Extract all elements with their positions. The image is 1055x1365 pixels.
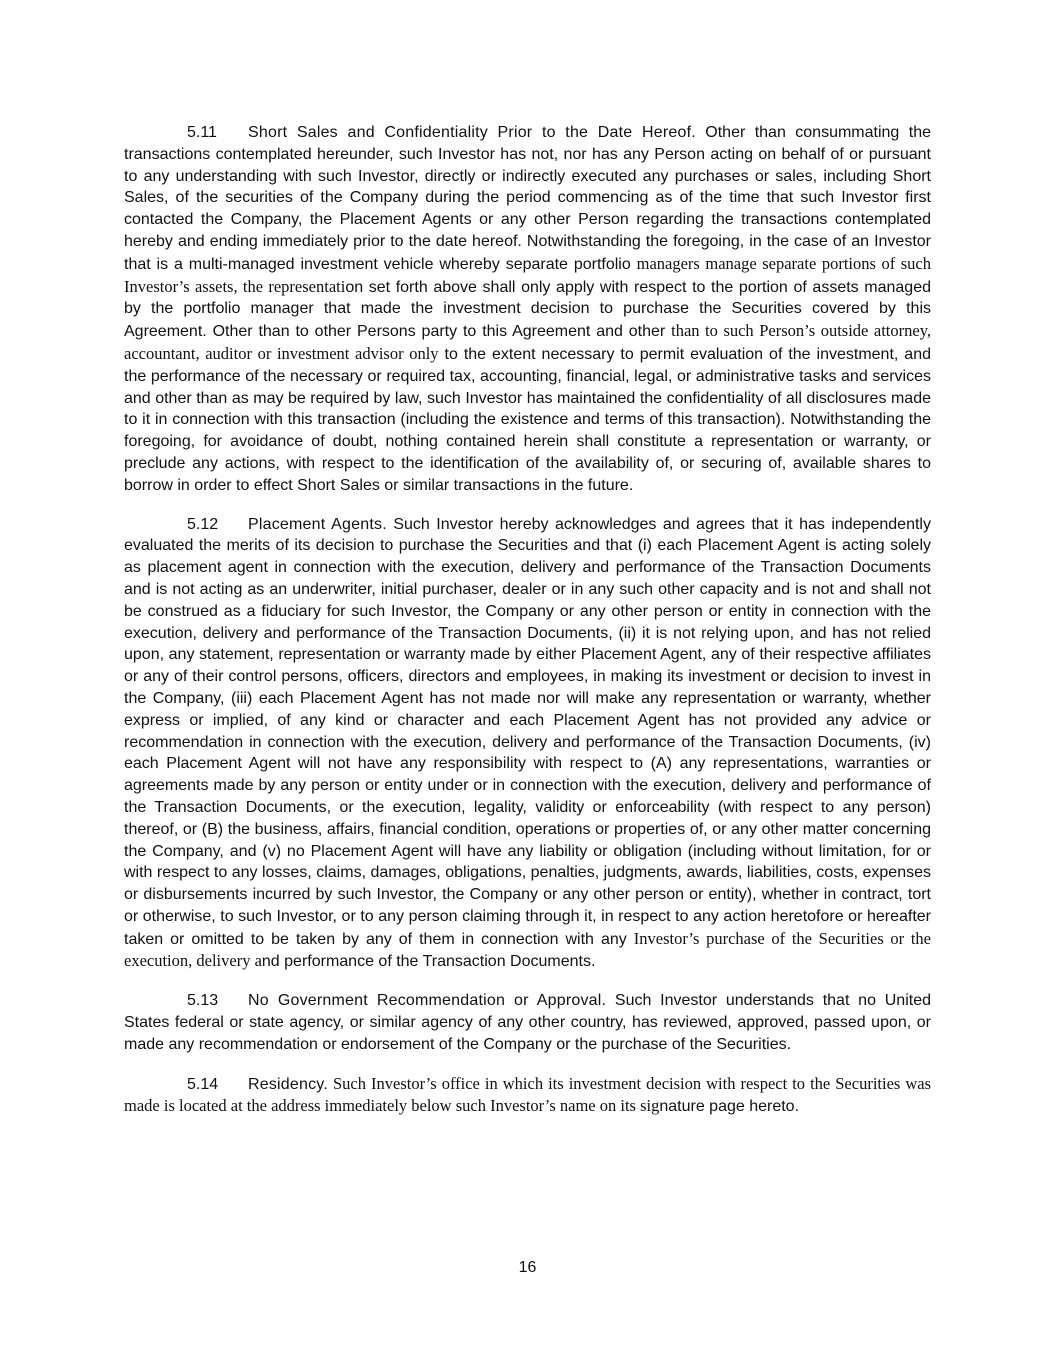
section-body: Such Investor understands that no United States federal or state agency, or similar agency of any other country, has reviewed, approved, passed upon, or made any recommendation or endorsement of the Company or the purchase of the Securities.: [124, 992, 931, 1053]
document-page: [124, 122, 931, 1135]
section-body-serif: than to such Person’s outside attorney, accountant, auditor or investment advisor only: [124, 321, 932, 363]
section-5-13: [124, 990, 931, 1055]
page-number: 16: [518, 1259, 537, 1276]
section-heading: Placement Agents.: [248, 515, 387, 533]
section-5-12: [124, 514, 931, 974]
section-5-14: [124, 1073, 931, 1119]
section-body-serif: Investor’s purchase of the Securities or the execution, delivery a: [124, 928, 931, 971]
section-body-serif: Such Investor’s office in which its investment decision with respect to the Securities was made is located at the address immediately below such Investor’s name on its sig: [124, 1073, 931, 1116]
section-5-11: [124, 122, 931, 497]
section-number: 5.13: [187, 992, 219, 1010]
section-body: nd performance of the Transaction Documents.: [261, 953, 596, 971]
section-number: 5.12: [187, 515, 219, 533]
section-body: Such Investor hereby acknowledges and agrees that it has independently evaluated the merits of its decision to purchase the Securities and that (i) each Placement Agent is acting solely as placement agent in connection with the execution, delivery and performance of the Transaction Documents and is not acting as an underwriter, initial purchaser, dealer or in any such other capacity and is not and shall not be construed as a fiduciary for such Investor, the Company or any other person or entity in connection with the execution, delivery and performance of the Transaction Documents, (ii) it is not relying upon, and has not relied upon, any statement, representation or warranty made by either Placement Agent, any of their respective affiliates or any of their control persons, officers, directors and employees, in making its investment or decision to invest in the Company, (iii) each Placement Agent has not made nor will make any representation or warranty, whether express or implied, of any kind or character and each Placement Agent has not provided any advice or recommendation in connection with the execution, delivery and performance of the Transaction Documents, (iv) each Placement Agent will not have any responsibility with respect to (A) any representations, warranties or agreements made by any person or entity under or in connection with the execution, delivery and performance of the Transaction Documents, or the execution, legality, validity or enforceability (with respect to any person) thereof, or (B) the business, affairs, financial condition, operations or properties of, or any other matter concerning the Company, and (v) no Placement Agent will have any liability or obligation (including without limitation, for or with respect to any losses, claims, damages, obligations, penalties, judgments, awards, liabilities, costs, expenses or disbursements incurred by such Investor, the Company or any other person or entity), whether in contract, tort or otherwise, to such Investor, or to any person claiming through it, in respect to any action heretofore or hereafter taken or omitted to be taken by any of them in connection with any: [124, 515, 931, 948]
section-heading: Residency.: [248, 1075, 328, 1093]
section-heading: Short Sales and Confidentiality Prior to the Date Hereof.: [248, 124, 696, 141]
section-number: 5.14: [187, 1075, 219, 1093]
section-body-serif: managers manage separate portions of such Investor’s assets, the representati: [124, 253, 931, 296]
section-heading: No Government Recommendation or Approval.: [248, 992, 607, 1010]
section-body: Other than consummating the transactions contemplated hereunder, such Investor has not, nor has any Person acting on behalf of or pursuant to any understanding with such Investor, directly or indirectly executed any purchases or sales, including Short Sales, of the securities of the Company during the period commencing as of the time that such Investor first contacted the Company, the Placement Agents or any other Person regarding the transactions contemplated hereby and ending immediately prior to the date hereof. Notwithstanding the foregoing, in the case of an Investor that is a multi-managed investment vehicle whereby separate portfolio: [124, 124, 931, 273]
section-body: to the extent necessary to permit evaluation of the investment, and the performance of the necessary or required tax, accounting, financial, legal, or administrative tasks and services and other than as may be required by law, such Investor has maintained the confidentiality of all disclosures made to it in connection with this transaction (including the existence and terms of this transaction). Notwithstanding the foregoing, for avoidance of doubt, nothing contained herein shall constitute a representation or warranty, or preclude any actions, with respect to the identification of the availability of, or securing of, available shares to borrow in order to effect Short Sales or similar transactions in the future.: [124, 345, 931, 494]
section-body: nature page hereto.: [659, 1098, 800, 1116]
section-number: 5.11: [187, 124, 217, 141]
section-body: on set forth above shall only apply with respect to the portion of assets managed by the portfolio manager that made the investment decision to purchase the Securities covered by this Agreement. Other than to other Persons party to this Agreement and other: [124, 278, 931, 341]
